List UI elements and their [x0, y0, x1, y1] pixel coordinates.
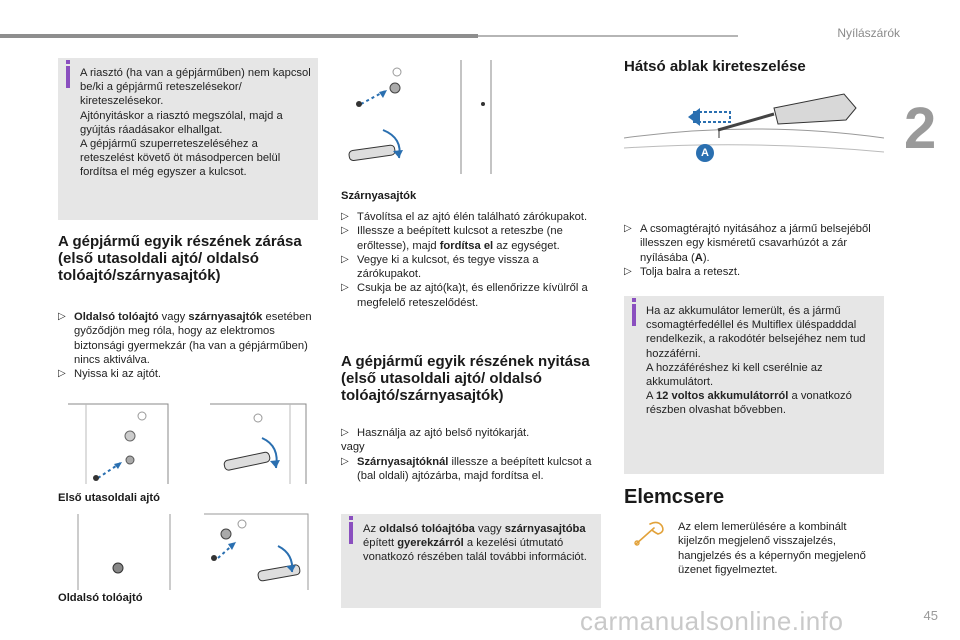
rear-window-illustration — [624, 90, 884, 204]
chapter-number: 2 — [904, 96, 937, 161]
list-item — [624, 265, 884, 279]
sliding-door-illustration — [58, 510, 316, 590]
bold-text: gyerekzárról — [397, 537, 464, 550]
info-paragraph: A riasztó (ha van a gépjárműben) nem kapcsol be/ki a gépjármű reteszelésekor/ kireteszelésekor. — [80, 67, 311, 108]
barn-door-illustration — [341, 58, 501, 174]
battery-change-title: Elemcsere — [624, 486, 725, 508]
text: Használja az ajtó belső nyitókarját. — [357, 427, 530, 439]
text: épített — [363, 537, 398, 550]
running-title: Nyílászárók — [837, 26, 900, 40]
info-box-battery — [624, 296, 884, 474]
rear-window-title: Hátsó ablak kireteszelése — [624, 58, 806, 75]
text: Az — [363, 523, 380, 535]
footer-watermark: carmanualsonline.info — [580, 606, 844, 636]
caption-front-door: Első utasoldali ajtó — [58, 492, 160, 504]
page-number: 45 — [923, 608, 938, 623]
text: Távolítsa el az ajtó élén található zárókupakot. — [357, 211, 588, 223]
bold-text: oldalsó tolóajtóba — [379, 523, 475, 535]
text: ). — [702, 251, 710, 264]
text: vagy — [474, 523, 505, 535]
bullet-marker-icon: ▷ — [341, 455, 349, 467]
info-box-alarm — [58, 58, 318, 220]
bullet-marker-icon: ▷ — [341, 427, 349, 438]
list-item — [341, 210, 603, 224]
info-icon — [66, 66, 70, 88]
bold-text: szárnyasajtók — [188, 311, 263, 323]
text: A — [646, 390, 656, 403]
text: az egységet. — [493, 239, 560, 252]
bullet-marker-icon: ▷ — [341, 253, 349, 265]
open-section-title: A gépjármű egyik részének nyitása (első utasoldali ajtó/ oldalsó tolóajtó/szárnyasajtók) — [341, 353, 590, 404]
info-paragraph — [363, 522, 595, 565]
caption-sliding-door: Oldalsó tolóajtó — [58, 592, 143, 604]
text: a vonatkozó részben olvashat bővebben. — [646, 390, 852, 417]
or-text: vagy — [341, 441, 365, 454]
bold-text: 12 voltos akkumulátorról — [655, 390, 789, 403]
front-door-lock-icon — [58, 398, 316, 484]
barn-door-bullets — [341, 210, 603, 310]
text: vagy — [158, 311, 189, 323]
info-box-child-lock — [341, 514, 601, 608]
bullet-marker-icon: ▷ — [341, 282, 349, 294]
list-item — [341, 426, 603, 440]
bold-text: Oldalsó tolóajtó — [74, 311, 159, 323]
text: Csukja be az ajtó(ka)t, és ellenőrizze kívülről a megfelelő reteszelődést. — [357, 282, 588, 309]
bold-text: Szárnyasajtóknál — [357, 455, 449, 468]
wrench-icon — [632, 520, 668, 550]
caption-barn-doors: Szárnyasajtók — [341, 190, 417, 202]
info-icon — [632, 304, 636, 326]
list-item — [58, 367, 316, 381]
bullet-marker-icon: ▷ — [624, 265, 632, 277]
lock-section-title: A gépjármű egyik részének zárása (első utasoldali ajtó/ oldalsó tolóajtó/szárnyasajtók) — [58, 233, 302, 284]
info-paragraph: A hozzáféréshez ki kell cserélnie az akkumulátort. — [646, 361, 823, 389]
bullet-marker-icon: ▷ — [58, 368, 66, 380]
bullet-marker-icon: ▷ — [341, 225, 349, 237]
text: Tolja balra a reteszt. — [640, 265, 741, 278]
callout-label-a: A — [696, 144, 714, 162]
battery-change-text: Az elem lemerülésére a kombinált kijelzőn megjelenő visszajelzés, hangjelzés és a képernyőn megjelenő üzenet figyelmeztet. — [678, 521, 866, 576]
text: Illessze a beépített kulcsot a reteszbe (ne erőltesse), majd — [357, 225, 563, 252]
sliding-door-lock-icon — [58, 510, 316, 590]
header-rule — [0, 34, 478, 38]
list-item — [58, 310, 316, 367]
text: Nyissa ki az ajtót. — [74, 368, 162, 381]
list-item — [341, 253, 603, 282]
info-paragraph: A gépjármű szuperreteszeléséhez a reteszelést követő öt másodpercen belül fordítsa el még egyszer a kulcsot. — [80, 138, 281, 179]
bold-text: fordítsa el — [439, 239, 494, 252]
front-door-illustration — [58, 398, 316, 484]
rear-window-bullets — [624, 222, 884, 279]
list-item — [341, 281, 603, 310]
list-item — [624, 222, 884, 265]
header-rule-light — [478, 35, 738, 37]
info-icon — [349, 522, 353, 544]
info-paragraph: Ha az akkumulátor lemerült, és a jármű csomagtérfedéllel és Multiflex üléspadddal rendelkezik, a rakodótér belsejéhez nem tud hozzáférni. — [646, 305, 866, 360]
open-bullets — [341, 426, 603, 483]
barn-door-lock-icon — [341, 58, 501, 174]
info-paragraph: Ajtónyitáskor a riasztó megszólal, majd a gyújtás ráadásakor elhallgat. — [80, 109, 283, 136]
text: Vegye ki a kulcsot, és tegye vissza a zárókupakot. — [357, 253, 539, 281]
screwdriver-icon — [624, 90, 884, 204]
text: esetében győződjön meg róla, hogy az elektromos biztonsági gyermekzár (ha van a gépjárműben) nincs aktiválva. — [74, 311, 312, 366]
bold-text: szárnyasajtóba — [504, 523, 586, 535]
bullet-marker-icon: ▷ — [624, 223, 632, 234]
list-item — [341, 224, 603, 253]
lock-bullets — [58, 310, 316, 381]
bullet-marker-icon: ▷ — [58, 311, 66, 322]
info-paragraph — [646, 389, 878, 417]
list-item — [341, 455, 603, 484]
bullet-marker-icon: ▷ — [341, 211, 349, 222]
bold-text: A — [694, 251, 703, 264]
text: A csomagtérajtó nyitásához a jármű belsejéből illesszen egy kisméretű csavarhúzót a zár nyílásába ( — [640, 223, 871, 264]
text: illessze a beépített kulcsot a (bal oldali) ajtózárba, majd fordítsa el. — [357, 455, 592, 482]
text: a kezelési útmutató vonatkozó részében talál további információt. — [363, 537, 587, 564]
